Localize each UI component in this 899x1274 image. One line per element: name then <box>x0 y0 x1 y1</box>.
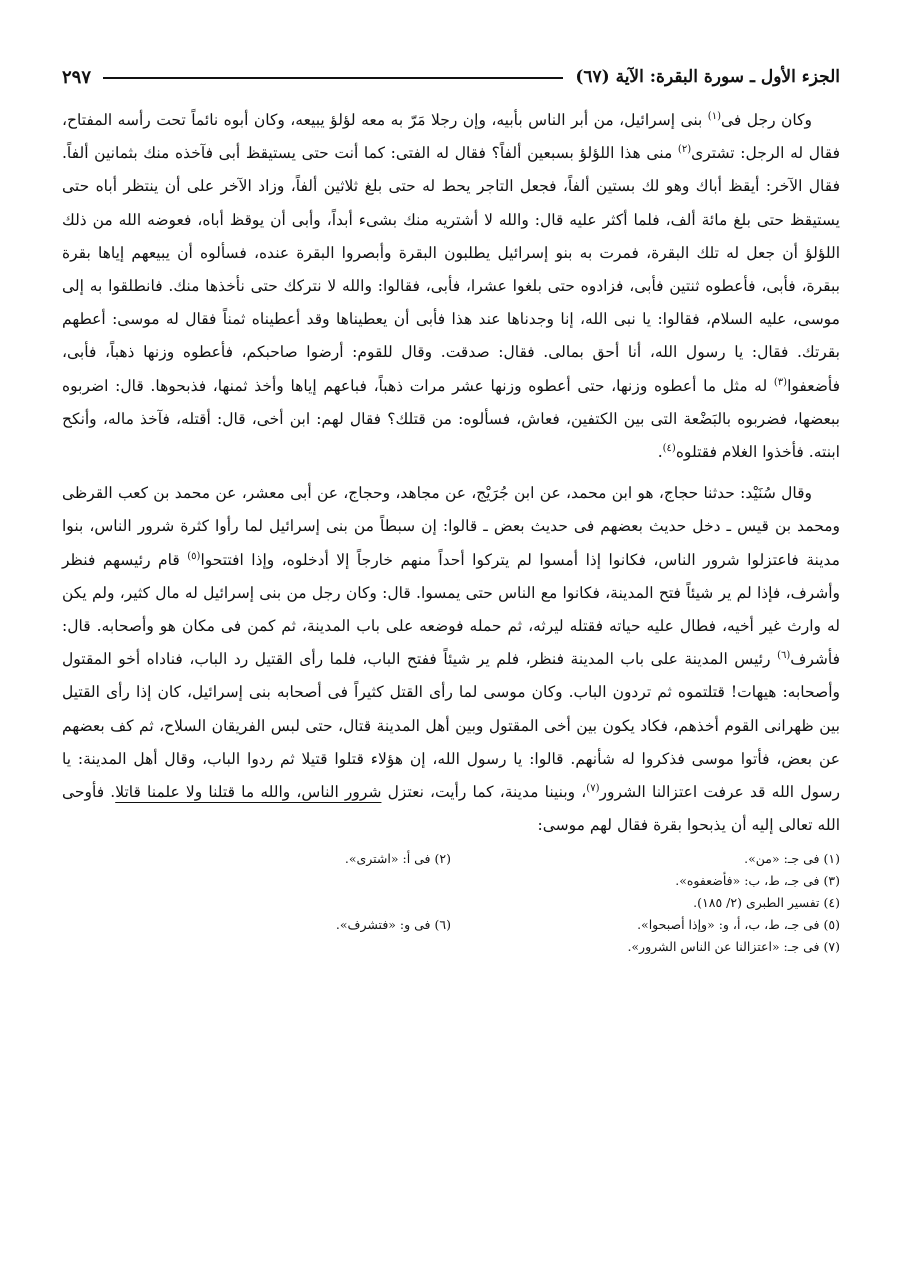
underlined-text: شرور الناس، والله ما قتلنا ولا علمنا قاتلا <box>115 783 382 802</box>
footnote-1: (١) فى جـ: «من». <box>744 851 840 867</box>
body-text <box>62 104 840 842</box>
footnote-2: (٢) فى أ: «اشترى». <box>344 851 451 867</box>
footnote-row <box>62 870 840 892</box>
footnote-row <box>62 936 840 958</box>
text-run: قام رئيسهم فنظر وأشرف، فإذا لم ير شيئاً فتح المدينة، فكانوا مع الناس حتى يمسوا. قال: وكان رجل من بنى إسرائيل له مال كثير، ولم يكن له وارث غير أخيه، فطال عليه حياته فقتله ليرثه، ثم حمله فوضعه على باب المدينة، ثم كمن فى مكان هو وأصحابه. قال: فأشرف <box>62 550 840 669</box>
text-run: . <box>657 443 663 462</box>
page-number: ٢٩٧ <box>62 66 92 88</box>
text-run: بنى إسرائيل، من أبر الناس بأبيه، وإن رجلا مَرّ به معه لؤلؤ يبيعه، وكان أبوه نائماً تحت رأسه المفتاح، فقال له الرجل: تشترى <box>62 111 840 163</box>
text-run: وكان رجل فى <box>720 111 812 129</box>
footnote-6: (٦) فى و: «فتشرف». <box>335 917 451 933</box>
text-run: ، وبنينا مدينة، كما رأيت، نعتزل <box>381 783 587 802</box>
text-run: . فأوحى الله تعالى إليه أن يذبحوا بقرة فقال لهم موسى: <box>62 783 840 835</box>
footnote-ref-6[interactable]: (٦) <box>777 650 791 662</box>
header-rule <box>103 77 563 79</box>
footnotes <box>62 848 840 958</box>
footnote-ref-4[interactable]: (٤) <box>662 442 676 454</box>
footnote-3: (٣) فى جـ، ط، ب: «فأضعفوه». <box>675 873 840 889</box>
footnote-row <box>62 848 840 870</box>
text-run: رئيس المدينة على باب المدينة فنظر، فلم ير شيئاً ففتح الباب، فلما رأى القتيل رد الباب، فناداه أخو المقتول وأصحابه: هيهات! قتلتموه ثم تردون الباب. وكان موسى لما رأى القتل كثيراً فى أصحابه بنى إسرائيل، كان إذا رأى القتيل بين ظهرانى القوم أخذهم، فكاد يكون بين أخى المقتول وبين أهل المدينة قتال، حتى لبس الفريقان السلاح، ثم كف بعضهم عن بعض، فأتوا موسى فذكروا له شأنهم. قالوا: يا رسول الله، إن هؤلاء قتلوا قتيلا ثم ردوا الباب، وقال أهل المدينة: يا رسول الله قد عرفت اعتزالنا الشرور <box>62 650 840 802</box>
footnote-7: (٧) فى جـ: «اعتزالنا عن الناس الشرور». <box>627 939 840 955</box>
footnote-4: (٤) تفسير الطبرى (٢/ ١٨٥). <box>693 895 840 911</box>
page <box>62 60 840 1210</box>
paragraph-2 <box>62 477 840 842</box>
text-run: وقال سُنَيْد: حدثنا حجاج، هو ابن محمد، عن ابن جُرَيْج، عن مجاهد، وحجاج، عن أبى معشر، عن محمد بن كعب القرظى ومحمد بن قيس ـ دخل حديث بعضهم فى حديث بعض ـ قالوا: إن سبطاً من بنى إسرائيل لما رأوا كثرة شرور الناس، بنوا مدينة فاعتزلوا شرور الناس، فكانوا إذا أمسوا لم يتركوا أحداً منهم خارجاً إلا أدخلوه، وإذا افتتحوا <box>62 484 840 569</box>
paragraph-1 <box>62 104 840 469</box>
footnote-ref-3[interactable]: (٣) <box>773 376 788 388</box>
footnote-row <box>62 914 840 936</box>
footnote-ref-7[interactable]: (٧) <box>586 782 600 794</box>
footnote-ref-2[interactable]: (٢) <box>677 144 692 156</box>
footnote-row <box>62 892 840 914</box>
footnote-5: (٥) فى جـ، ط، ب، أ، و: «وإذا أصبحوا». <box>637 917 840 933</box>
text-run: منى هذا اللؤلؤ بسبعين ألفاً؟ فقال له الفتى: كما أنت حتى يستيقظ أبى فآخذه منك بثمانين ألفاً. فقال الآخر: أيقظ أباك وهو لك بستين ألفاً، فجعل التاجر يحط له حتى بلغ ثلاثين ألفاً، وزاد الآخر على أن ينتظر أباه حتى يستيقظ حتى بلغ مائة ألف، فلما أكثر عليه قال: والله لا أشتريه منك بشىء أبداً، وأبى أن يوقظ أباه، فعوضه الله من ذلك اللؤلؤ أن جعل له تلك البقرة، فمرت به بنو إسرائيل يطلبون البقرة وأبصروا البقرة عنده، فسألوه أن يبيعهم إياها بقرة ببقرة، فأبى، فأعطوه ثنتين فأبى، فزادوه حتى بلغوا عشرا، فأبى، فقالوا: والله لا نتركك حتى نأخذها منك. فانطلقوا به إلى موسى، عليه السلام، فقالوا: يا نبى الله، إنا وجدناها عند هذا فأبى أن يعطيناها وقد أعطيناه ثمناً فقال له موسى: أعطهم بقرتك. فقال: يا رسول الله، أنا أحق بمالى. فقال: صدقت. وقال للقوم: أرضوا صاحبكم، فأعطوه وزنها ذهباً، فأبى، فأضعفوا <box>62 144 840 395</box>
footnote-ref-1[interactable]: (١) <box>707 110 721 122</box>
running-title: الجزء الأول ـ سورة البقرة: الآية (٦٧) <box>575 67 840 87</box>
footnote-ref-5[interactable]: (٥) <box>187 550 201 562</box>
running-header <box>62 60 840 94</box>
text-run: له مثل ما أعطوه وزنها، حتى أعطوه وزنها عشر مرات ذهباً، فباعهم إياها وأخذ ثمنها، فذبحوها. قال: اضربوه ببعضها، فضربوه بالبَضْعة التى بين الكتفين، فعاش، فسألوه: من قتلك؟ فقال لهم: ابن أخى، قال: أقتله، فآخذ ماله، وأنكح ابنته. فأخذوا الغلام فقتلوه <box>62 376 840 462</box>
